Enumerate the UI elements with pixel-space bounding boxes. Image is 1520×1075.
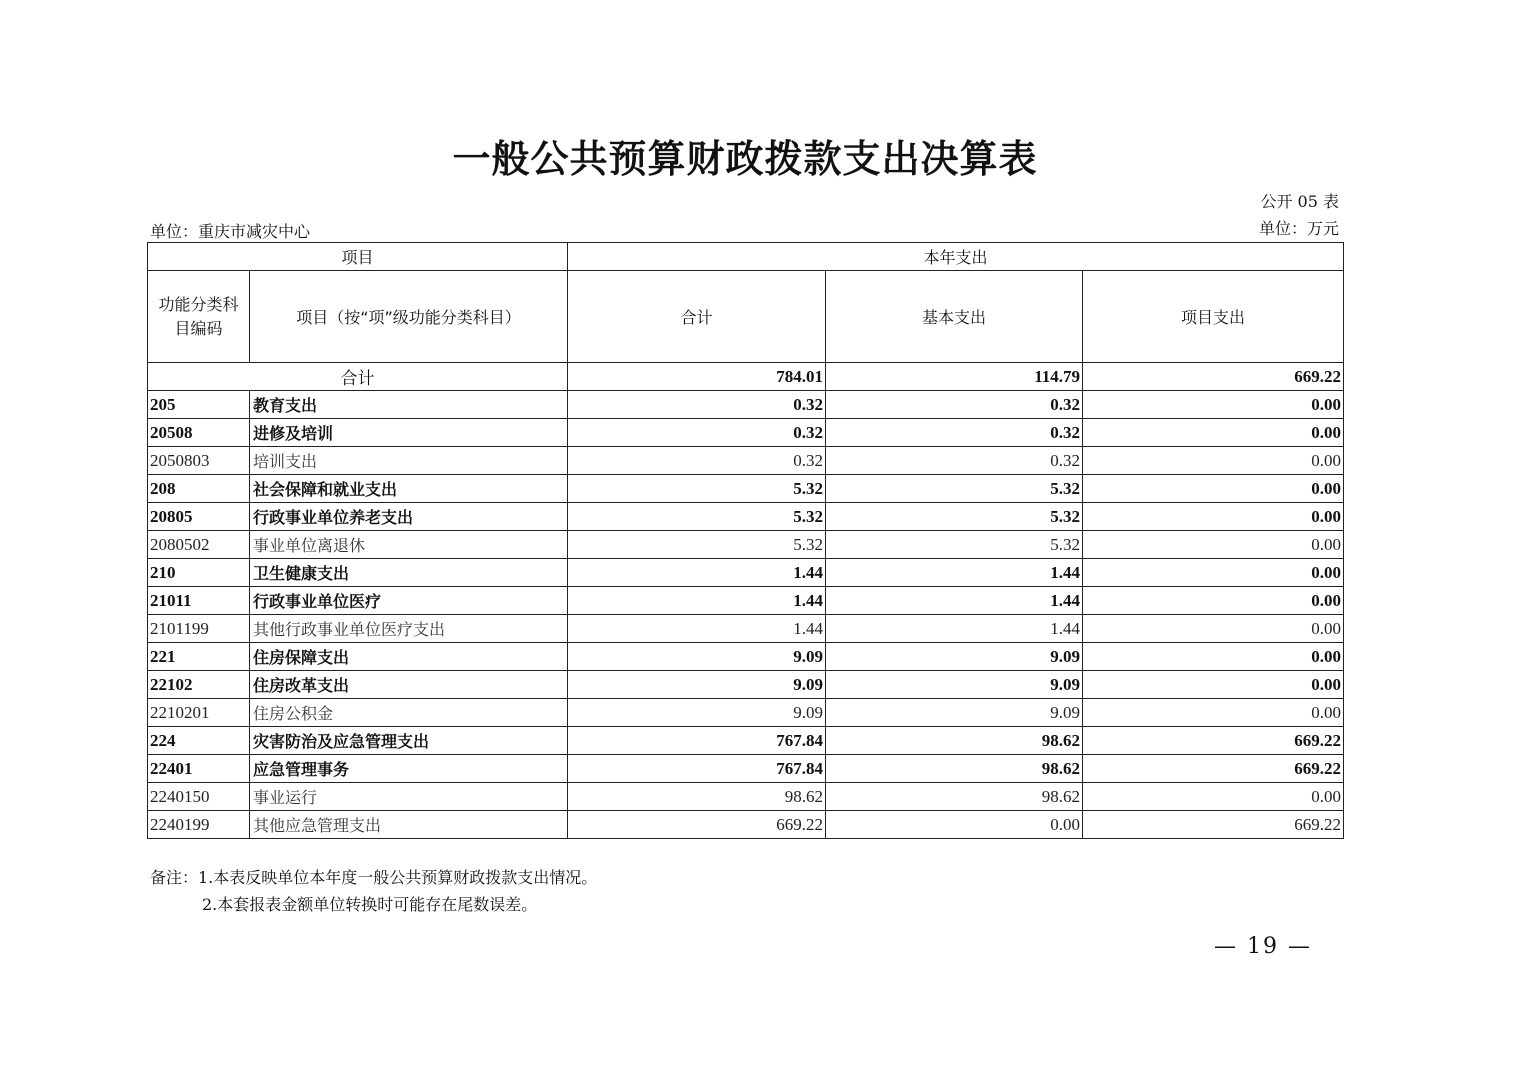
row-code: 20805: [148, 503, 250, 531]
row-code: 208: [148, 475, 250, 503]
header-row-1: [148, 243, 1344, 271]
row-basic: 0.32: [826, 447, 1083, 475]
row-code: 20508: [148, 419, 250, 447]
row-total: 0.32: [568, 419, 826, 447]
row-project: 0.00: [1083, 671, 1344, 699]
header-project: 项目: [148, 243, 568, 271]
table-row: [148, 755, 1344, 783]
row-name: 应急管理事务: [250, 755, 568, 783]
total-sum: 784.01: [568, 363, 826, 391]
table-row: [148, 503, 1344, 531]
row-total: 5.32: [568, 475, 826, 503]
row-project: 669.22: [1083, 755, 1344, 783]
row-name: 行政事业单位医疗: [250, 587, 568, 615]
row-name: 卫生健康支出: [250, 559, 568, 587]
header-item: 项目（按“项”级功能分类科目）: [250, 271, 568, 363]
row-code: 2240199: [148, 811, 250, 839]
table-id: 公开 05 表: [1260, 192, 1339, 211]
row-code: 205: [148, 391, 250, 419]
row-total: 9.09: [568, 671, 826, 699]
expenditure-table: [147, 242, 1344, 839]
row-project: 0.00: [1083, 391, 1344, 419]
row-code: 210: [148, 559, 250, 587]
row-code: 221: [148, 643, 250, 671]
row-basic: 5.32: [826, 503, 1083, 531]
row-project: 0.00: [1083, 783, 1344, 811]
page-number: — 19 —: [1214, 934, 1312, 959]
row-total: 5.32: [568, 503, 826, 531]
row-basic: 9.09: [826, 643, 1083, 671]
row-project: 0.00: [1083, 699, 1344, 727]
row-project: 0.00: [1083, 559, 1344, 587]
header-project-expenditure: 项目支出: [1083, 271, 1344, 363]
header-total: 合计: [568, 271, 826, 363]
row-project: 0.00: [1083, 475, 1344, 503]
row-name: 住房改革支出: [250, 671, 568, 699]
row-name: 社会保障和就业支出: [250, 475, 568, 503]
row-code: 2240150: [148, 783, 250, 811]
row-project: 0.00: [1083, 503, 1344, 531]
row-basic: 1.44: [826, 559, 1083, 587]
row-name: 灾害防治及应急管理支出: [250, 727, 568, 755]
row-code: 224: [148, 727, 250, 755]
table-row: [148, 699, 1344, 727]
row-name: 培训支出: [250, 447, 568, 475]
row-basic: 5.32: [826, 475, 1083, 503]
row-project: 669.22: [1083, 727, 1344, 755]
header-current-year: 本年支出: [568, 243, 1344, 271]
row-project: 0.00: [1083, 419, 1344, 447]
row-code: 2210201: [148, 699, 250, 727]
row-total: 0.32: [568, 391, 826, 419]
table-row: [148, 643, 1344, 671]
row-name: 事业运行: [250, 783, 568, 811]
row-basic: 0.00: [826, 811, 1083, 839]
row-project: 0.00: [1083, 587, 1344, 615]
row-code: 21011: [148, 587, 250, 615]
row-project: 0.00: [1083, 447, 1344, 475]
row-total: 767.84: [568, 755, 826, 783]
header-basic: 基本支出: [826, 271, 1083, 363]
note-1: 备注：1.本表反映单位本年度一般公共预算财政拨款支出情况。: [150, 868, 598, 887]
row-basic: 98.62: [826, 783, 1083, 811]
total-project: 669.22: [1083, 363, 1344, 391]
table-row: [148, 587, 1344, 615]
row-code: 2101199: [148, 615, 250, 643]
total-label: 合计: [148, 363, 568, 391]
note-2: 2.本套报表金额单位转换时可能存在尾数误差。: [202, 895, 538, 914]
row-name: 其他行政事业单位医疗支出: [250, 615, 568, 643]
row-total: 5.32: [568, 531, 826, 559]
row-basic: 98.62: [826, 727, 1083, 755]
row-code: 2080502: [148, 531, 250, 559]
row-name: 教育支出: [250, 391, 568, 419]
row-total: 767.84: [568, 727, 826, 755]
total-row: [148, 363, 1344, 391]
total-basic: 114.79: [826, 363, 1083, 391]
row-total: 1.44: [568, 615, 826, 643]
row-basic: 0.32: [826, 419, 1083, 447]
table-row: [148, 447, 1344, 475]
row-name: 住房公积金: [250, 699, 568, 727]
row-total: 0.32: [568, 447, 826, 475]
row-basic: 1.44: [826, 587, 1083, 615]
row-project: 0.00: [1083, 615, 1344, 643]
row-project: 0.00: [1083, 531, 1344, 559]
row-basic: 9.09: [826, 671, 1083, 699]
row-code: 22102: [148, 671, 250, 699]
row-total: 98.62: [568, 783, 826, 811]
table-row: [148, 391, 1344, 419]
row-project: 0.00: [1083, 643, 1344, 671]
table-row: [148, 811, 1344, 839]
table-row: [148, 559, 1344, 587]
page-title: 一般公共预算财政拨款支出决算表: [452, 136, 1038, 181]
row-basic: 0.32: [826, 391, 1083, 419]
row-name: 住房保障支出: [250, 643, 568, 671]
row-project: 669.22: [1083, 811, 1344, 839]
table-row: [148, 419, 1344, 447]
table-row: [148, 671, 1344, 699]
currency-unit: 单位：万元: [1258, 219, 1339, 238]
row-name: 进修及培训: [250, 419, 568, 447]
table-row: [148, 475, 1344, 503]
row-total: 9.09: [568, 643, 826, 671]
row-basic: 5.32: [826, 531, 1083, 559]
row-total: 1.44: [568, 587, 826, 615]
row-basic: 98.62: [826, 755, 1083, 783]
row-total: 9.09: [568, 699, 826, 727]
row-basic: 9.09: [826, 699, 1083, 727]
notes: [150, 864, 597, 918]
header-row-2: [148, 271, 1344, 363]
row-code: 2050803: [148, 447, 250, 475]
header-code: 功能分类科目编码: [148, 271, 250, 363]
row-total: 1.44: [568, 559, 826, 587]
row-code: 22401: [148, 755, 250, 783]
row-name: 行政事业单位养老支出: [250, 503, 568, 531]
table-row: [148, 783, 1344, 811]
row-name: 其他应急管理支出: [250, 811, 568, 839]
row-name: 事业单位离退休: [250, 531, 568, 559]
row-basic: 1.44: [826, 615, 1083, 643]
reporting-unit: 单位：重庆市减灾中心: [150, 222, 311, 241]
table-row: [148, 727, 1344, 755]
table-row: [148, 615, 1344, 643]
row-total: 669.22: [568, 811, 826, 839]
table-row: [148, 531, 1344, 559]
